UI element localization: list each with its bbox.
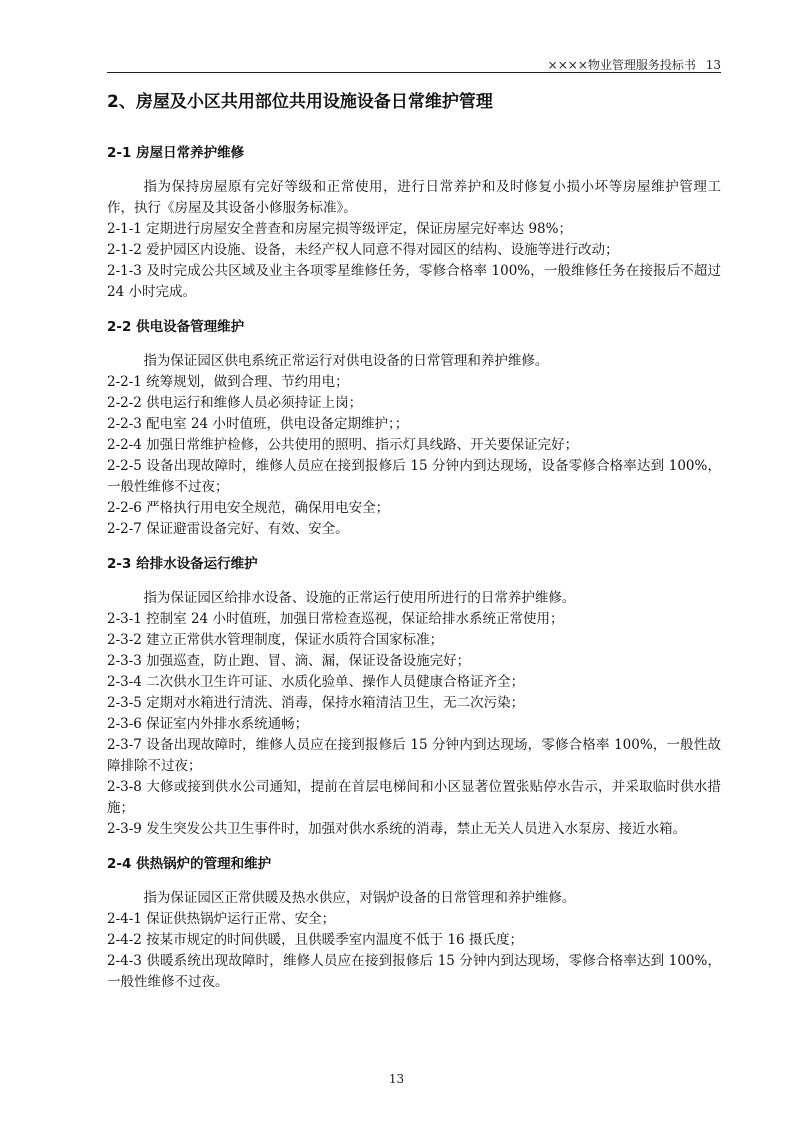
section-heading: 2-4 供热锅炉的管理和维护 (107, 856, 272, 872)
section-item: 2-2-7 保证避雷设备完好、有效、安全。 (107, 521, 349, 537)
chapter-title: 2、房屋及小区共用部位共用设施设备日常维护管理 (107, 92, 493, 112)
section-item: 2-3-9 发生突发公共卫生事件时，加强对供水系统的消毒，禁止无关人员进入水泵房、接近水箱。 (107, 821, 687, 837)
section (107, 143, 721, 303)
section (107, 854, 721, 993)
sections-container (107, 143, 721, 993)
section-item: 2-1-1 定期进行房屋安全普查和房屋完损等级评定，保证房屋完好率达 98%； (107, 221, 572, 237)
section-item: 2-4-3 供暖系统出现故障时，维修人员应在接到报修后 15 分钟内到达现场，零修合格率达到 100%，一般性维修不过夜。 (107, 953, 721, 990)
section-item: 2-4-2 按某市规定的时间供暖，且供暖季室内温度不低于 16 摄氏度； (107, 932, 523, 948)
section-item: 2-3-2 建立正常供水管理制度，保证水质符合国家标准； (107, 632, 444, 648)
header-rule (107, 72, 721, 73)
section-heading: 2-1 房屋日常养护维修 (107, 145, 245, 161)
section-item: 2-3-8 大修或接到供水公司通知，提前在首层电梯间和小区显著位置张贴停水告示，并采取临时供水措施； (107, 779, 721, 816)
section (107, 317, 721, 540)
section-item: 2-1-3 及时完成公共区域及业主各项零星维修任务，零修合格率 100%，一般维修任务在接报后不超过 24 小时完成。 (107, 263, 721, 300)
section-intro: 指为保证园区给排水设备、设施的正常运行使用所进行的日常养护维修。 (143, 590, 576, 606)
section-item: 2-2-2 供电运行和维修人员必须持证上岗； (107, 395, 363, 411)
section-item: 2-2-4 加强日常维护检修，公共使用的照明、指示灯具线路、开关要保证完好； (107, 437, 579, 453)
header-title: ××××物业管理服务投标书 (547, 58, 696, 72)
section-item: 2-3-5 定期对水箱进行清洗、消毒，保持水箱清洁卫生，无二次污染； (107, 695, 525, 711)
section-item: 2-3-3 加强巡查，防止跑、冒、滴、漏，保证设备设施完好； (107, 653, 471, 669)
section-heading: 2-2 供电设备管理维护 (107, 319, 245, 335)
section-intro: 指为保持房屋原有完好等级和正常使用，进行日常养护和及时修复小损小坏等房屋维护管理工作，执行《房屋及其设备小修服务标准》。 (107, 179, 721, 216)
section-item: 2-3-7 设备出现故障时，维修人员应在接到报修后 15 分钟内到达现场，零修合格率 100%，一般性故障排除不过夜； (107, 737, 721, 774)
section-item: 2-3-6 保证室内外排水系统通畅； (107, 716, 309, 732)
header-page-number: 13 (705, 58, 721, 72)
section-intro: 指为保证园区供电系统正常运行对供电设备的日常管理和养护维修。 (143, 353, 549, 369)
section-item: 2-4-1 保证供热锅炉运行正常、安全； (107, 911, 336, 927)
section-item: 2-2-5 设备出现故障时，维修人员应在接到报修后 15 分钟内到达现场，设备零修合格率达到 100%，一般性维修不过夜； (107, 458, 721, 495)
section-item: 2-2-3 配电室 24 小时值班，供电设备定期维护；； (107, 416, 409, 432)
section-intro: 指为保证园区正常供暖及热水供应，对锅炉设备的日常管理和养护维修。 (143, 890, 576, 906)
section-item: 2-1-2 爱护园区内设施、设备，未经产权人同意不得对园区的结构、设施等进行改动； (107, 242, 619, 258)
section-heading: 2-3 给排水设备运行维护 (107, 556, 258, 572)
section (107, 554, 721, 840)
footer-page-number: 13 (388, 1072, 405, 1086)
section-item: 2-2-1 统筹规划，做到合理、节约用电； (107, 374, 349, 390)
running-header (542, 56, 721, 73)
section-item: 2-3-1 控制室 24 小时值班，加强日常检查巡视，保证给排水系统正常使用； (107, 611, 564, 627)
section-item: 2-2-6 严格执行用电安全规范，确保用电安全； (107, 500, 390, 516)
document-body (107, 89, 721, 1007)
section-item: 2-3-4 二次供水卫生许可证、水质化验单、操作人员健康合格证齐全； (107, 674, 525, 690)
